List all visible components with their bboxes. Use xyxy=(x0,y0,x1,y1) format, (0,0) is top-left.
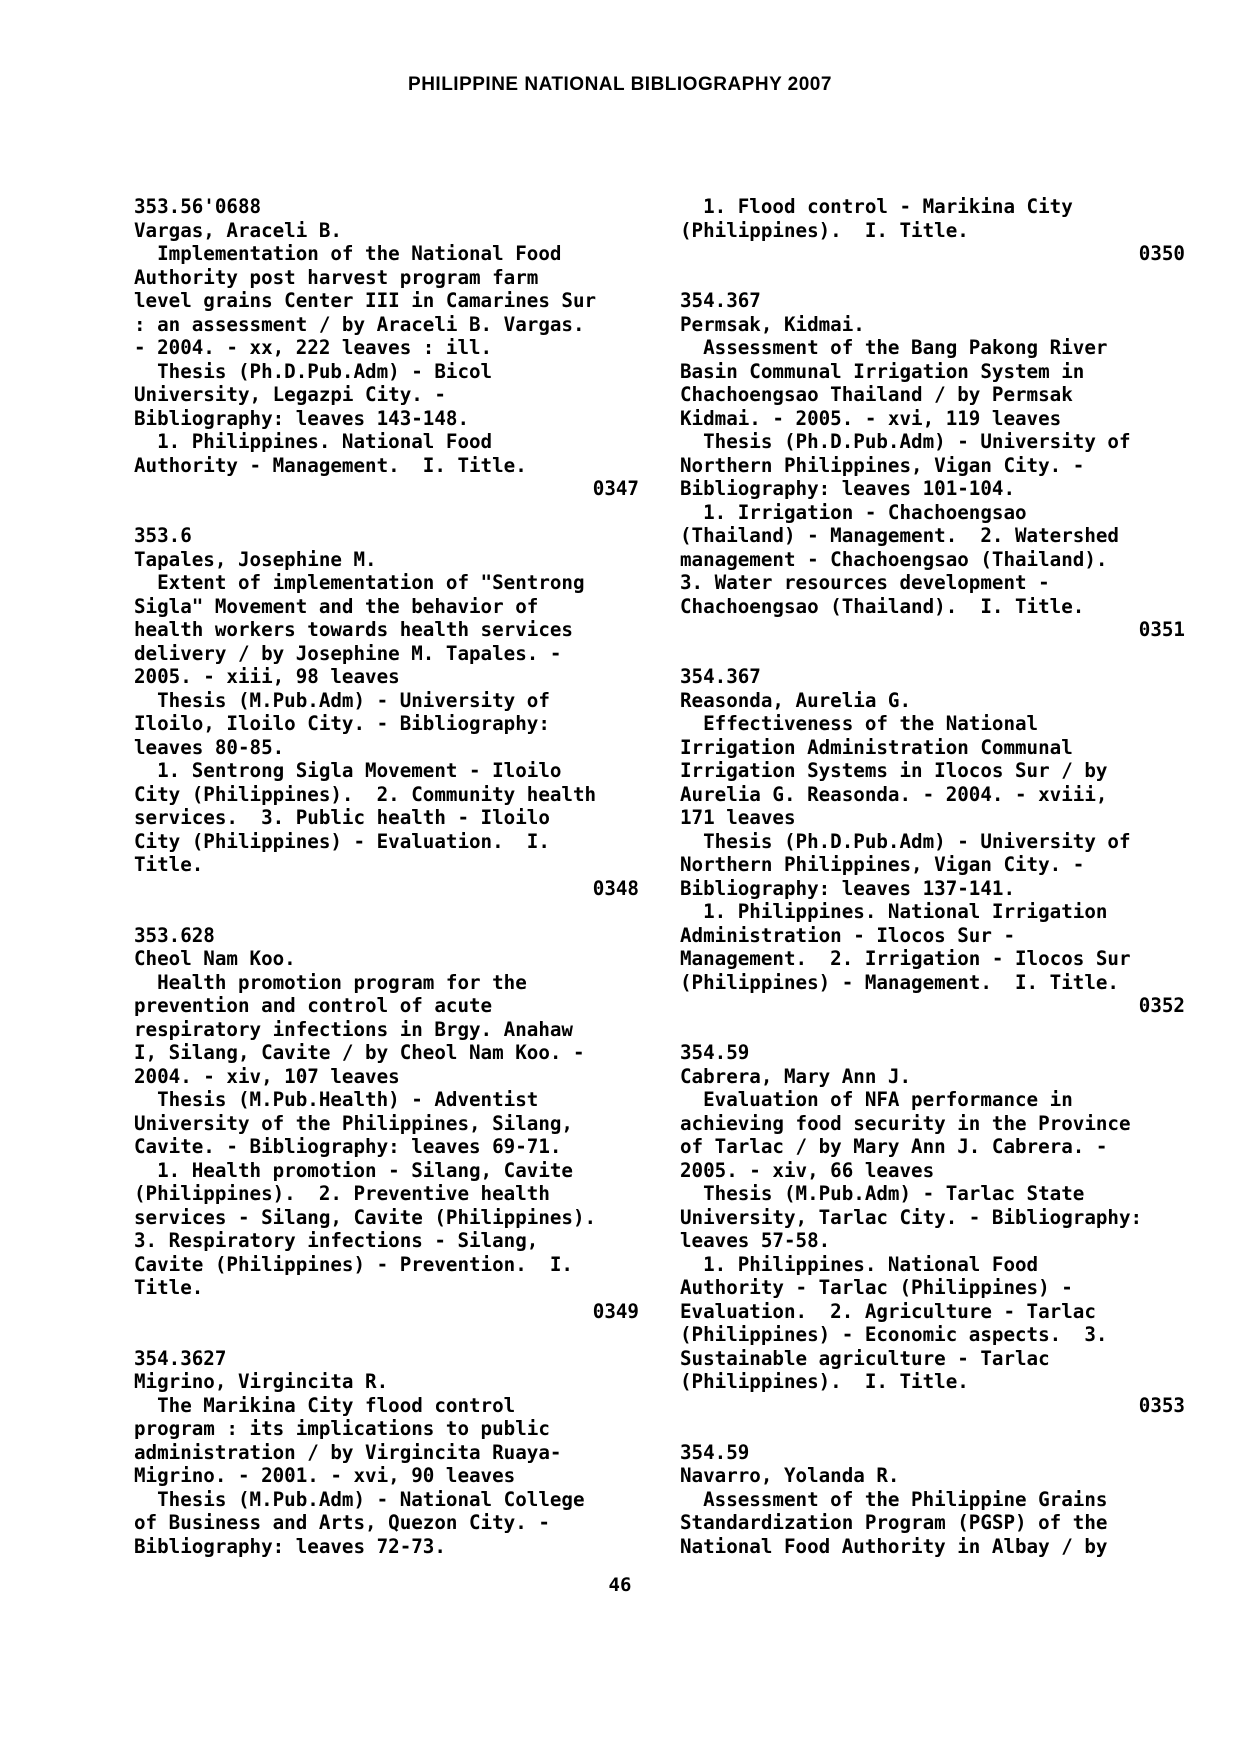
bibliography-line xyxy=(680,1018,1185,1042)
bibliography-line: (Thailand) - Management. 2. Watershed xyxy=(680,524,1119,547)
bibliography-line: Bibliography: leaves 101-104. xyxy=(680,477,1016,500)
bibliography-line: 1. Flood control - Marikina City xyxy=(680,195,1073,218)
bibliography-line: University of the Philippines, Silang, xyxy=(134,1111,573,1135)
bibliography-line: Migrino, Virgincita R. xyxy=(134,1370,389,1393)
bibliography-line: City (Philippines) - Evaluation. I. xyxy=(134,829,550,853)
entry-number: 0349 xyxy=(592,1299,639,1323)
bibliography-line: Chachoengsao (Thailand). I. Title. xyxy=(680,594,1085,618)
bibliography-line: (Philippines). 2. Preventive health xyxy=(134,1182,550,1205)
bibliography-line: Management. 2. Irrigation - Ilocos Sur xyxy=(680,947,1131,970)
page-number: 46 xyxy=(608,1574,632,1596)
running-head: PHILIPPINE NATIONAL BIBLIOGRAPHY 2007 xyxy=(408,74,832,95)
bibliography-line: (Philippines) - Economic aspects. 3. xyxy=(680,1323,1108,1346)
bibliography-line: Thesis (M.Pub.Health) - Adventist xyxy=(134,1088,539,1111)
bibliography-line: 354.59 xyxy=(680,1041,750,1064)
bibliography-line: 354.367 xyxy=(680,665,761,688)
bibliography-line: 353.6 xyxy=(134,524,192,547)
bibliography-line: Effectiveness of the National xyxy=(680,712,1039,735)
bibliography-line: National Food Authority in Albay / by xyxy=(680,1534,1108,1558)
entry-number: 0348 xyxy=(592,876,639,900)
bibliography-line: Thesis (Ph.D.Pub.Adm) - University of xyxy=(680,829,1131,853)
bibliography-line: Authority - Tarlac (Philippines) - xyxy=(680,1276,1073,1299)
bibliography-line: of Tarlac / by Mary Ann J. Cabrera. - xyxy=(680,1135,1108,1158)
bibliography-line: (Philippines) - Management. I. Title. xyxy=(680,970,1119,994)
bibliography-line: Irrigation Administration Communal xyxy=(680,735,1073,759)
bibliography-line: University, Legazpi City. - xyxy=(134,383,446,406)
bibliography-line: (Philippines). I. Title. xyxy=(680,218,969,242)
bibliography-line: 1. Sentrong Sigla Movement - Iloilo xyxy=(134,759,562,782)
bibliography-line: City (Philippines). 2. Community health xyxy=(134,782,597,806)
bibliography-line: Kidmai. - 2005. - xvi, 119 leaves xyxy=(680,406,1062,430)
bibliography-line: respiratory infections in Brgy. Anahaw xyxy=(134,1017,573,1041)
left-column xyxy=(134,195,639,1558)
bibliography-line: 354.59 xyxy=(680,1440,750,1464)
bibliography-line: Title. xyxy=(134,1276,204,1299)
bibliography-line: Migrino. - 2001. - xvi, 90 leaves xyxy=(134,1464,516,1487)
bibliography-line: Vargas, Araceli B. xyxy=(134,218,342,242)
bibliography-line: Northern Philippines, Vigan City. - xyxy=(680,853,1085,876)
bibliography-line: Bibliography: leaves 137-141. xyxy=(680,876,1016,900)
bibliography-line: Basin Communal Irrigation System in xyxy=(680,359,1085,383)
bibliography-line: Thesis (M.Pub.Adm) - University of xyxy=(134,688,550,712)
bibliography-line: 1. Irrigation - Chachoengsao xyxy=(680,500,1027,524)
bibliography-line: Chachoengsao Thailand / by Permsak xyxy=(680,383,1073,406)
bibliography-line xyxy=(134,501,639,525)
entry-number: 0352 xyxy=(1138,994,1185,1017)
bibliography-line xyxy=(680,1417,1185,1441)
bibliography-line: Tapales, Josephine M. xyxy=(134,547,377,571)
bibliography-line: I, Silang, Cavite / by Cheol Nam Koo. - xyxy=(134,1041,585,1064)
bibliography-line: Navarro, Yolanda R. xyxy=(680,1464,900,1487)
bibliography-line: 1. Philippines. National Food xyxy=(680,1252,1039,1276)
bibliography-line: Sustainable agriculture - Tarlac xyxy=(680,1346,1050,1370)
bibliography-line: Iloilo, Iloilo City. - Bibliography: xyxy=(134,712,550,735)
bibliography-line: Health promotion program for the xyxy=(134,970,527,994)
bibliography-line: 171 leaves xyxy=(680,806,796,829)
bibliography-line: health workers towards health services xyxy=(134,618,573,641)
bibliography-line: Thesis (Ph.D.Pub.Adm) - Bicol xyxy=(134,359,493,383)
bibliography-line: Reasonda, Aurelia G. xyxy=(680,688,912,712)
bibliography-line: leaves 80-85. xyxy=(134,735,285,759)
bibliography-line: of Business and Arts, Quezon City. - xyxy=(134,1511,550,1534)
bibliography-line: Thesis (Ph.D.Pub.Adm) - University of xyxy=(680,430,1131,453)
bibliography-line: Standardization Program (PGSP) of the xyxy=(680,1511,1108,1534)
bibliography-line: Aurelia G. Reasonda. - 2004. - xviii, xyxy=(680,782,1108,806)
bibliography-line: 354.367 xyxy=(680,289,761,312)
bibliography-line: Authority - Management. I. Title. xyxy=(134,453,527,477)
bibliography-line: Assessment of the Bang Pakong River xyxy=(680,336,1108,359)
bibliography-line xyxy=(680,642,1185,666)
bibliography-line xyxy=(680,266,1185,290)
bibliography-line: level grains Center III in Camarines Sur xyxy=(134,289,597,312)
bibliography-line: 1. Philippines. National Irrigation xyxy=(680,900,1108,923)
bibliography-line: Title. xyxy=(134,853,204,876)
bibliography-line: Irrigation Systems in Ilocos Sur / by xyxy=(680,759,1108,782)
bibliography-line: Cavite (Philippines) - Prevention. I. xyxy=(134,1252,573,1276)
entry-number: 0351 xyxy=(1138,618,1185,641)
right-column xyxy=(680,195,1185,1558)
bibliography-line: 353.628 xyxy=(134,923,215,947)
bibliography-line: Implementation of the National Food xyxy=(134,242,562,265)
bibliography-line: Assessment of the Philippine Grains xyxy=(680,1487,1108,1511)
bibliography-line: leaves 57-58. xyxy=(680,1229,831,1252)
bibliography-line: Permsak, Kidmai. xyxy=(680,312,865,336)
bibliography-line: The Marikina City flood control xyxy=(134,1393,516,1417)
bibliography-line: prevention and control of acute xyxy=(134,994,493,1017)
bibliography-line: Cheol Nam Koo. xyxy=(134,947,296,970)
bibliography-line: 2005. - xiv, 66 leaves xyxy=(680,1158,935,1182)
bibliography-line: Sigla" Movement and the behavior of xyxy=(134,594,539,618)
bibliography-line: administration / by Virgincita Ruaya- xyxy=(134,1440,562,1464)
bibliography-line: 353.56'0688 xyxy=(134,195,262,218)
bibliography-line: Administration - Ilocos Sur - xyxy=(680,923,1016,947)
bibliography-line: Extent of implementation of "Sentrong xyxy=(134,571,585,594)
bibliography-line: Cavite. - Bibliography: leaves 69-71. xyxy=(134,1135,562,1158)
bibliography-line: services. 3. Public health - Iloilo xyxy=(134,806,550,829)
bibliography-line: Thesis (M.Pub.Adm) - National College xyxy=(134,1487,585,1511)
bibliography-line: Bibliography: leaves 72-73. xyxy=(134,1534,446,1558)
bibliography-line: program : its implications to public xyxy=(134,1417,550,1440)
bibliography-line: : an assessment / by Araceli B. Vargas. xyxy=(134,312,585,336)
bibliography-line xyxy=(134,900,639,924)
bibliography-line: Evaluation. 2. Agriculture - Tarlac xyxy=(680,1299,1096,1323)
bibliography-line: University, Tarlac City. - Bibliography: xyxy=(680,1205,1143,1229)
bibliography-line: services - Silang, Cavite (Philippines). xyxy=(134,1205,597,1229)
bibliography-line: Bibliography: leaves 143-148. xyxy=(134,406,470,430)
bibliography-line: Thesis (M.Pub.Adm) - Tarlac State xyxy=(680,1182,1085,1205)
bibliography-line: 2004. - xiv, 107 leaves xyxy=(134,1064,400,1088)
bibliography-line: 354.3627 xyxy=(134,1346,227,1370)
entry-number: 0347 xyxy=(592,477,639,500)
bibliography-line xyxy=(134,1323,639,1347)
bibliography-line: 1. Health promotion - Silang, Cavite xyxy=(134,1158,573,1182)
bibliography-line: 3. Water resources development - xyxy=(680,571,1050,594)
bibliography-line: 2005. - xiii, 98 leaves xyxy=(134,665,400,688)
bibliography-line: Authority post harvest program farm xyxy=(134,265,539,289)
bibliography-line: management - Chachoengsao (Thailand). xyxy=(680,547,1108,571)
bibliography-line: achieving food security in the Province xyxy=(680,1111,1131,1135)
entry-number: 0350 xyxy=(1138,242,1185,265)
bibliography-line: (Philippines). I. Title. xyxy=(680,1370,969,1393)
bibliography-line: delivery / by Josephine M. Tapales. - xyxy=(134,641,562,665)
bibliography-line: Cabrera, Mary Ann J. xyxy=(680,1064,912,1088)
bibliography-line: Evaluation of NFA performance in xyxy=(680,1088,1073,1111)
bibliography-line: 3. Respiratory infections - Silang, xyxy=(134,1229,539,1252)
bibliography-line: 1. Philippines. National Food xyxy=(134,430,493,453)
bibliography-line: - 2004. - xx, 222 leaves : ill. xyxy=(134,336,493,359)
entry-number: 0353 xyxy=(1138,1393,1185,1417)
bibliography-line: Northern Philippines, Vigan City. - xyxy=(680,453,1085,477)
